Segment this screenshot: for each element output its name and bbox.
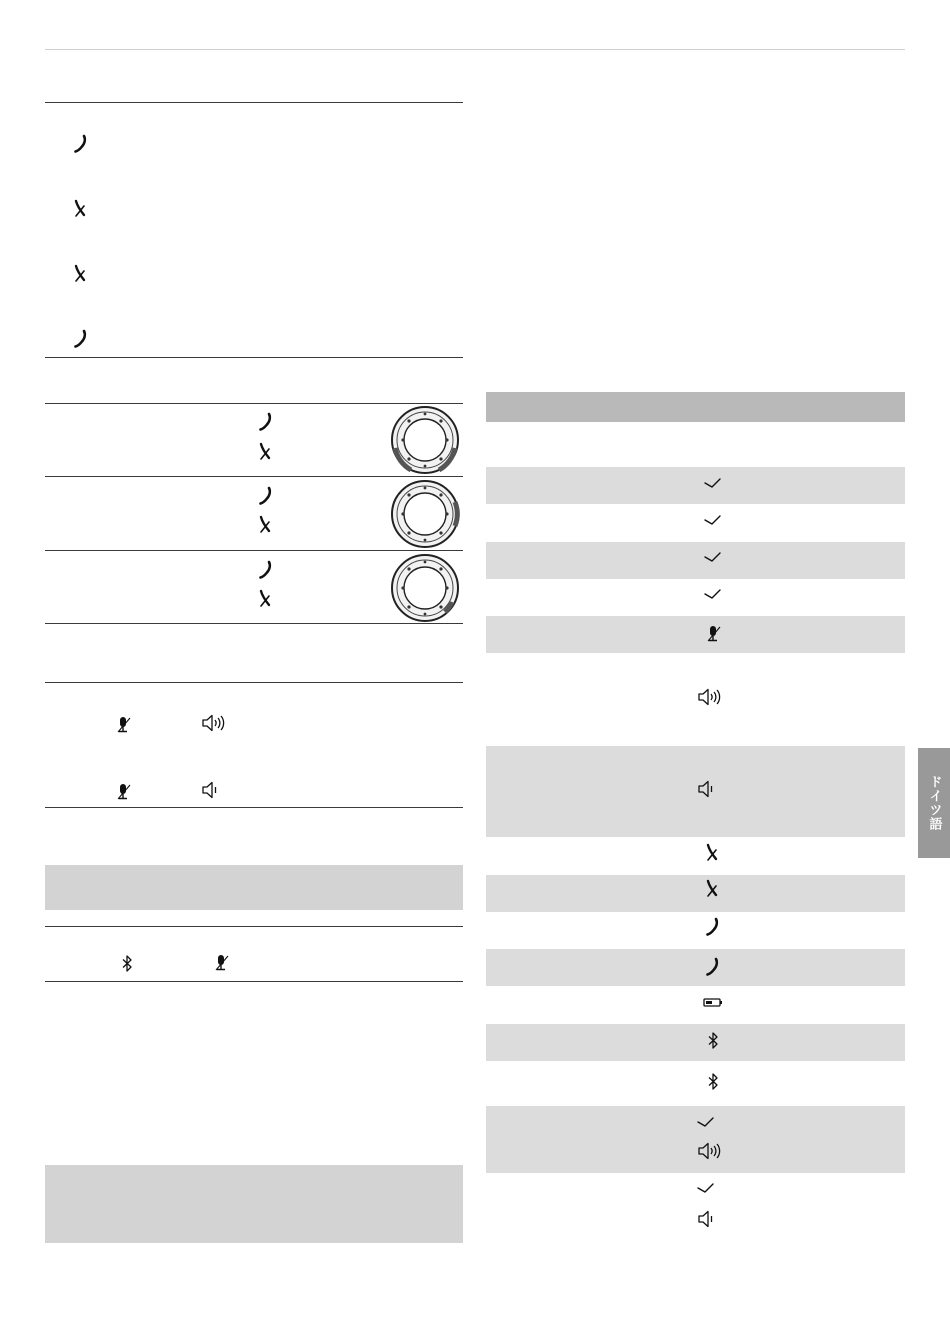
bluetooth-icon xyxy=(707,1032,719,1050)
language-tab-label: ドイツ語 xyxy=(926,775,942,831)
note-band xyxy=(45,865,463,910)
section-rule xyxy=(45,102,463,103)
section-rule xyxy=(45,357,463,358)
phone-end-icon xyxy=(74,265,88,283)
phone-end-icon xyxy=(259,516,273,534)
speakerphone-ring-icon xyxy=(389,404,461,476)
phone-answer-icon xyxy=(706,918,720,936)
speakerphone-ring-icon xyxy=(389,478,461,550)
section-rule xyxy=(45,981,463,982)
check-icon xyxy=(697,1117,715,1129)
section-rule xyxy=(45,623,463,624)
table-row xyxy=(486,875,905,912)
mic-mute-icon xyxy=(115,716,131,736)
speaker-quiet-icon xyxy=(201,781,231,801)
check-icon xyxy=(704,589,722,601)
check-icon xyxy=(704,552,722,564)
phone-answer-icon xyxy=(706,958,720,976)
speaker-loud-icon xyxy=(697,1142,727,1162)
mic-mute-icon xyxy=(213,954,229,974)
battery-low-icon xyxy=(703,997,725,1009)
phone-end-icon xyxy=(706,880,720,898)
speaker-loud-icon xyxy=(697,688,727,708)
table-row xyxy=(486,1024,905,1061)
speaker-quiet-icon xyxy=(697,1210,727,1230)
section-rule xyxy=(45,807,463,808)
section-rule xyxy=(45,476,463,477)
table-row xyxy=(486,1106,905,1173)
mic-mute-icon xyxy=(115,783,131,803)
table-row xyxy=(486,542,905,579)
check-icon xyxy=(697,1183,715,1195)
table-row xyxy=(486,949,905,986)
note-band xyxy=(45,1165,463,1243)
mic-mute-icon xyxy=(705,625,721,645)
phone-answer-icon xyxy=(259,413,273,431)
phone-end-icon xyxy=(259,443,273,461)
phone-answer-icon xyxy=(74,330,88,348)
bluetooth-icon xyxy=(707,1073,719,1091)
phone-end-icon xyxy=(74,200,88,218)
table-row xyxy=(486,616,905,653)
section-rule xyxy=(45,926,463,927)
phone-answer-icon xyxy=(259,561,273,579)
phone-answer-icon xyxy=(259,487,273,505)
check-icon xyxy=(704,478,722,490)
section-rule xyxy=(45,550,463,551)
table-row xyxy=(486,467,905,504)
table-row xyxy=(486,746,905,837)
phone-end-icon xyxy=(706,844,720,862)
check-icon xyxy=(704,515,722,527)
bluetooth-icon xyxy=(121,955,133,973)
phone-answer-icon xyxy=(74,135,88,153)
page-top-rule xyxy=(45,49,905,50)
speaker-quiet-icon xyxy=(697,780,727,800)
phone-end-icon xyxy=(259,590,273,608)
table-header-band xyxy=(486,392,905,422)
speaker-loud-icon xyxy=(201,714,231,734)
speakerphone-ring-icon xyxy=(389,552,461,624)
section-rule xyxy=(45,682,463,683)
